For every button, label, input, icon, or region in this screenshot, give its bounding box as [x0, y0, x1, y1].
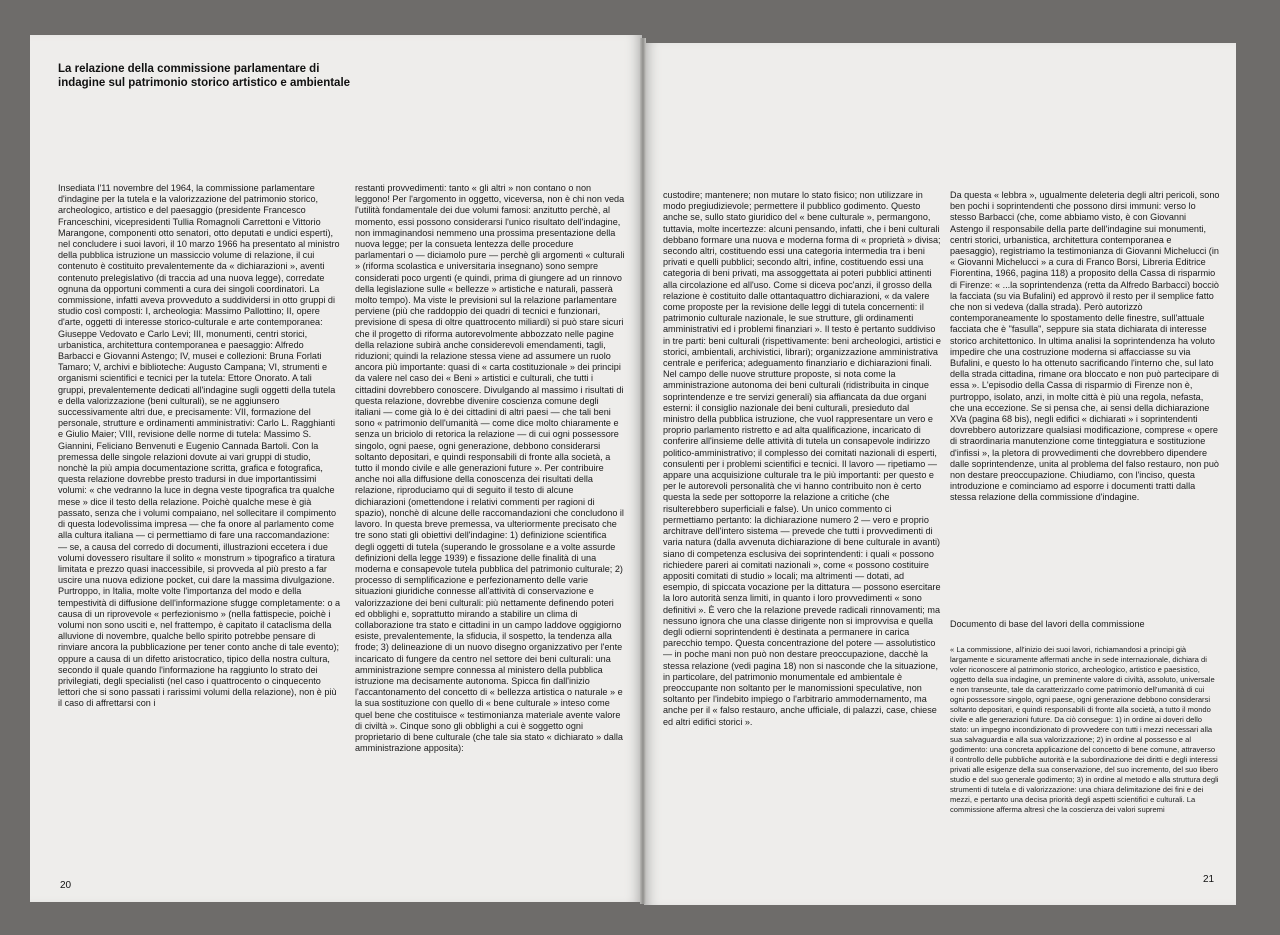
page-number-right: 21: [1203, 874, 1215, 885]
text-column-3: custodire; mantenere; non mutare lo stato fisico; non utilizzare in modo pregiudizievole; permettere il pubblico godimento. Questo anche se, sullo stato giuridico del « bene culturale », permangono, tuttavia, molte incertezze: alcuni pensando, infatti, che i beni culturali debbano formare una nuova e moderna forma di « proprietà » divisa; secondo altri, costituendo essi una categoria intermedia tra i beni privati e quelli pubblici; secondo altri, infine, costituendo essi una categoria di beni privati, ma assoggettata ai poteri pubblici attinenti alla circolazione ed all'uso. Come si diceva poc'anzi, il grosso della relazione è costituito dalle ottantaquattro dichiarazioni, « da valere come proposte per la revisione delle leggi di tutela concernenti: il patrimonio culturale nazionale, le sue strutture, gli ordinamenti amministrativi ed i problemi finanziari ». Il testo è pertanto suddiviso in tre parti: beni culturali (rispettivamente: beni archeologici, artistici e storici, ambientali, archivistici, librari); organizzazione amministrativa centrale e periferica; adeguamento finanziario e dichiarazioni finali. Nel campo delle nuove strutture proposte, si nota come la amministrazione autonoma dei beni culturali (ridistribuita in cinque soprintendenze e tre servizi generali) sia affiancata da due organi esterni: il consiglio nazionale dei beni culturali, presieduto dal ministro della pubblica istruzione, che vuol rappresentare un vero e proprio parlamento ristretto e ad alta qualificazione, incaricato di conferire all'insieme delle attività di tutela un consapevole indirizzo politico-amministrativo; il complesso dei comitati nazionali di esperti, consulenti per i problemi scientifici e tecnici. Il lavoro — ripetiamo — appare una acquisizione culturale tra le più importanti: per questo e per le autorevoli personalità che vi hanno contribuito non è certo questa la sede per sottoporre la relazione a critiche (che risulterebbero superficiali e false). Un unico commento ci permettiamo pertanto: la dichiarazione numero 2 — vero e proprio architrave dell'intero sistema — prevede che tutti i provvedimenti di varia natura (dalla avvenuta dichiarazione di bene culturale in avanti) siano di competenza esclusiva dei soprintendenti: i quali « possono richiedere pareri ai comitati nazionali », come « possono costituire appositi comitati di studio » locali; ma altrimenti — dotati, ad esempio, di spiccata vocazione per la dittatura — possono esercitare la loro autorità senza limiti, in quanto i loro provvedimenti « sono definitivi ». È vero che la relazione prevede radicali rinnovamenti; ma nessuno ignora che una classe dirigente non si improvvisa e quella degli odierni soprintendenti è destinata a permanere in carica parecchio tempo. Questa concentrazione del potere — assolutistico — in poche mani non può non destare preoccupazione, dacchè la stessa relazione (vedi pagina 18) non si nasconde che la situazione, in particolare, del patrimonio monumentale ed ambientale è preoccupante non soltanto per le manomissioni speculative, non soltanto per l'indebito impiego o l'arbitrario ammodernamento, ma anche per il « falso restauro, anche ufficiale, di palazzi, case, chiese ed altri edifici storici ».: [663, 190, 941, 727]
text-column-1: Insediata l'11 novembre del 1964, la commissione parlamentare d'indagine per la tutela e la valorizzazione del patrimonio storico, archeologico, artistico e del paesaggio (presidente Francesco Franceschini, vicepresidenti Tullia Romagnoli Carrettoni e Vittorio Marangone, componenti otto senatori, otto deputati e undici esperti), nel concludere i suoi lavori, il 10 marzo 1966 ha presentato al ministro della pubblica istruzione un massiccio volume di relazione, il cui contenuto è costituito prevalentemente da « dichiarazioni », aventi contenuto prelegislativo (di traccia ad una nuova legge), corredate ognuna da opportuni commenti a cura dei singoli coordinatori. La commissione, infatti aveva provveduto a suddividersi in otto gruppi di studio così composti: I, archeologia: Massimo Pallottino; II, opere d'arte, oggetti di interesse storico-culturale e arte contemporanea: Giuseppe Vedovato e Carlo Levi; III, monumenti, centri storici, urbanistica, architettura contemporanea e paesaggio: Alfredo Barbacci e Giovanni Astengo; IV, musei e collezioni: Bruna Forlati Tamaro; V, archivi e biblioteche: Augusto Campana; VI, strumenti e organismi scientifici e tecnici per la tutela: Ettore Onorato. A tali gruppi, prevalentemente dedicati all'indagine sugli oggetti della tutela e della valorizzazione (beni culturali), se ne aggiunsero successivamente altri due, e precisamente: VII, formazione del personale, strutture e ordinamenti amministrativi: Carlo L. Ragghianti e Giulio Maier; VIII, revisione delle norme di tutela: Massimo S. Giannini, Feliciano Benvenuti e Eugenio Cannada Bartoli. Con la premessa delle singole relazioni dovute ai vari gruppi di studio, nonchè la più ampia documentazione scritta, grafica e fotografica, questa relazione dovrebbe presto tradursi in due importantissimi volumi: « che vedranno la luce in degna veste tipografica tra qualche mese » dice il testo della relazione. Poichè qualche mese è già passato, senza che i volumi compaiano, nel sollecitare il compimento di questa lodevolissima impresa — che fa onore al parlamento come alla cultura italiana — ci permettiamo di fare una raccomandazione: — se, a causa del corredo di documenti, illustrazioni eccetera i due volumi dovessero risultare il solito « monstrum » tipografico a tiratura limitata e prezzo quasi inaccessibile, si provveda al più presto a far uscire una nuova edizione pocket, cui dare la massima divulgazione. Purtroppo, in Italia, molte volte l'importanza del modo e della tempestività di diffusione dell'informazione sfugge completamente: o a causa di un riprovevole « perfezionismo » (nella fattispecie, poichè i volumi non sono usciti e, nel frattempo, è capitato il cataclisma della alluvione di novembre, qualche bello spirito potrebbe pensare di rinviare ancora la pubblicazione per tener conto anche di tale evento); oppure a causa di un difetto aristocratico, tipico della nostra cultura, secondo il quale quando l'informazione ha raggiunto lo strato dei privilegiati, degli specialisti (nel caso i quattrocento o cinquecento lettori che si sono passati i rarissimi volumi della relazione), non è più il caso di affrettarsi con i: [58, 183, 341, 709]
page-number-left: 20: [60, 880, 72, 891]
document-subtitle: Documento di base del lavori della commissione: [950, 619, 1145, 629]
quoted-declaration: « La commissione, all'inizio dei suoi lavori, richiamandosi a principi già largamente e sicuramente affermati anche in sede internazionale, dichiara di voler riconoscere al patrimonio storico, archeologico, artistico e paesistico, oggetto della sua indagine, un preminente valore di civiltà, assoluto, universale e non transeunte, tale da caratterizzarlo come patrimonio dell'umanità di cui ogni possessore singolo, ogni paese, ogni generazione debbono considerarsi soltanto depositari, e quindi responsabili di fronte alla società, a tutto il mondo civile e alle generazioni future. Da ciò consegue: 1) in ordine ai doveri dello stato: un impegno incondizionato di provvedere con tutti i mezzi necessari alla sua salvaguardia e alla sua valorizzazione; 2) in ordine al possesso e al godimento: una concreta applicazione del concetto di bene comune, attraverso il controllo delle pubbliche autorità e la subordinazione dei diritti e degli interessi privati alle esigenze della sua conservazione, del suo incremento, del suo libero studio e del suo generale godimento; 3) in ordine al metodo e alla struttura degli strumenti di tutela e di valorizzazione: una chiara delimitazione dei fini e dei mezzi, e pertanto una decisa priorità degli aspetti scientifici e culturali. La commissione afferma altresì che la coscienza dei valori supremi: [950, 645, 1219, 814]
book-gutter: [640, 38, 646, 904]
article-heading: La relazione della commissione parlamentare di indagine sul patrimonio storico artistico e ambientale: [58, 63, 351, 89]
text-column-4: Da questa « lebbra », ugualmente deleteria degli altri pericoli, sono ben pochi i soprintendenti che possono dirsi immuni: verso lo stesso Barbacci (che, come abbiamo visto, è con Giovanni Astengo il responsabile della parte dell'indagine sui monumenti, centri storici, urbanistica, architettura contemporanea e paesaggio), registriamo la testimonianza di Giovanni Michelucci (in « Giovanni Michelucci » a cura di Franco Borsi, Libreria Editrice Fiorentina, 1966, pagina 118) a proposito della Cassa di risparmio di Firenze: « ...la soprintendenza (retta da Alfredo Barbacci) bocciò la facciata (su via Bufalini) ed approvò il resto per il semplice fatto che non si vedeva (dalla strada). Però autorizzò contemporaneamente lo spostamento delle finestre, sull'attuale facciata che è "fasulla", seppure sia stata dichiarata di interesse storico architettonico. In ultima analisi la soprintendenza ha voluto impedire che una costruzione moderna si affacciasse su via Bufalini, e questo lo ha ottenuto sacrificando l'interno che, sul lato della strada cittadina, rimane ora bloccato e non può partecipare di essa ». L'episodio della Cassa di risparmio di Firenze non è, purtroppo, isolato, anzi, in molte città è più una regola, nefasta, che una eccezione. Se si pensa che, ai sensi della dichiarazione XVa (pagina 68 bis), negli edifici « dichiarati » i soprintendenti dovrebbero autorizzare qualsiasi modificazione, comprese « opere di straordinaria manutenzione come tinteggiatura e sostituzione d'infissi », la pletora di provvedimenti che dovrebbero dipendere dalle soprintendenze, unita al problema del falso restauro, non può non destare preoccupazione. Chiudiamo, con l'inciso, questa introduzione e cominciamo ad esporre i documenti tratti dalla stessa relazione della commissione d'indagine.: [950, 190, 1220, 503]
text-column-2: restanti provvedimenti: tanto « gli altri » non contano o non leggono! Per l'argomento in oggetto, viceversa, non è chi non veda l'utilità fondamentale dei due volumi famosi: anzitutto perchè, al momento, essi possono considerarsi l'unico risultato dell'indagine, non immaginandosi nemmeno una prossima presentazione della nuova legge; per la consueta lentezza delle procedure parlamentari o — diciamolo pure — perchè gli argomenti « culturali » (riforma scolastica e universitaria insegnano) sono sempre considerati poco urgenti (e quindi, prima di giungere ad un rinnovo della legislazione sulle « bellezze » artistiche e naturali, passerà molto tempo). Ma viste le previsioni sul la relazione parlamentare perviene (più che raddoppio dei quadri di tecnici e funzionari, previsione di spesa di oltre quattrocento miliardi) si può stare sicuri che il progetto di riforma autorevolmente abbozzato nelle pagine della relazione subirà anche considerevoli emendamenti, tagli, riduzioni; quindi la relazione stessa viene ad assumere un ruolo ancora più importante: quasi di « carta costituzionale » dei principi da valere nel caso dei « Beni » artistici e culturali, che tutti i cittadini dovrebbero conoscere. Divulgando al massimo i risultati di questa relazione, dovrebbe divenire coscienza comune degli italiani — come già lo è dei cittadini di altri paesi — che tali beni sono « patrimonio dell'umanità — come dice molto chiaramente e senza un briciolo di retorica la relazione — di cui ogni possessore singolo, ogni paese, ogni generazione, debbono considerarsi soltanto depositari, e quindi responsabili di fronte alla società, a tutto il mondo civile e alle generazioni future ». Per contribuire anche noi alla diffusione della conoscenza dei risultati della relazione, riproduciamo qui di seguito il testo di alcune dichiarazioni (omettendone i relativi commenti per ragioni di spazio), nonchè di alcune delle raccomandazioni che concludono il lavoro. In questa breve premessa, va ulteriormente precisato che tre sono stati gli obiettivi dell'indagine: 1) definizione scientifica degli oggetti di tutela (superando le grossolane e a volte assurde definizioni della legge 1939) e fissazione delle finalità di una moderna e consapevole tutela pubblica del patrimonio culturale; 2) processo di semplificazione e perfezionamento delle varie situazioni giuridiche connesse all'attività di conservazione e valorizzazione dei beni culturali: più nettamente definendo poteri ed obblighi e, soprattutto mirando a stabilire un clima di collaborazione tra stato e cittadini in un campo laddove oggigiorno esiste, prevalentemente, la sfiducia, il sospetto, la tendenza alla frode; 3) delineazione di un nuovo disegno organizzativo per l'ente incaricato di fungere da centro nel settore dei beni culturali: una amministrazione sempre connessa al ministero della pubblica istruzione ma decisamente autonoma. Spicca fin dall'inizio l'accantonamento del concetto di « bellezza artistica o naturale » e la sua sostituzione con quello di « bene culturale » inteso come quel bene che costituisce « testimonianza materiale avente valore di civiltà ». Cinque sono gli obblighi a cui è soggetto ogni proprietario di bene culturale (che tale sia stato « dichiarato » dalla amministrazione apposita):: [355, 183, 625, 754]
